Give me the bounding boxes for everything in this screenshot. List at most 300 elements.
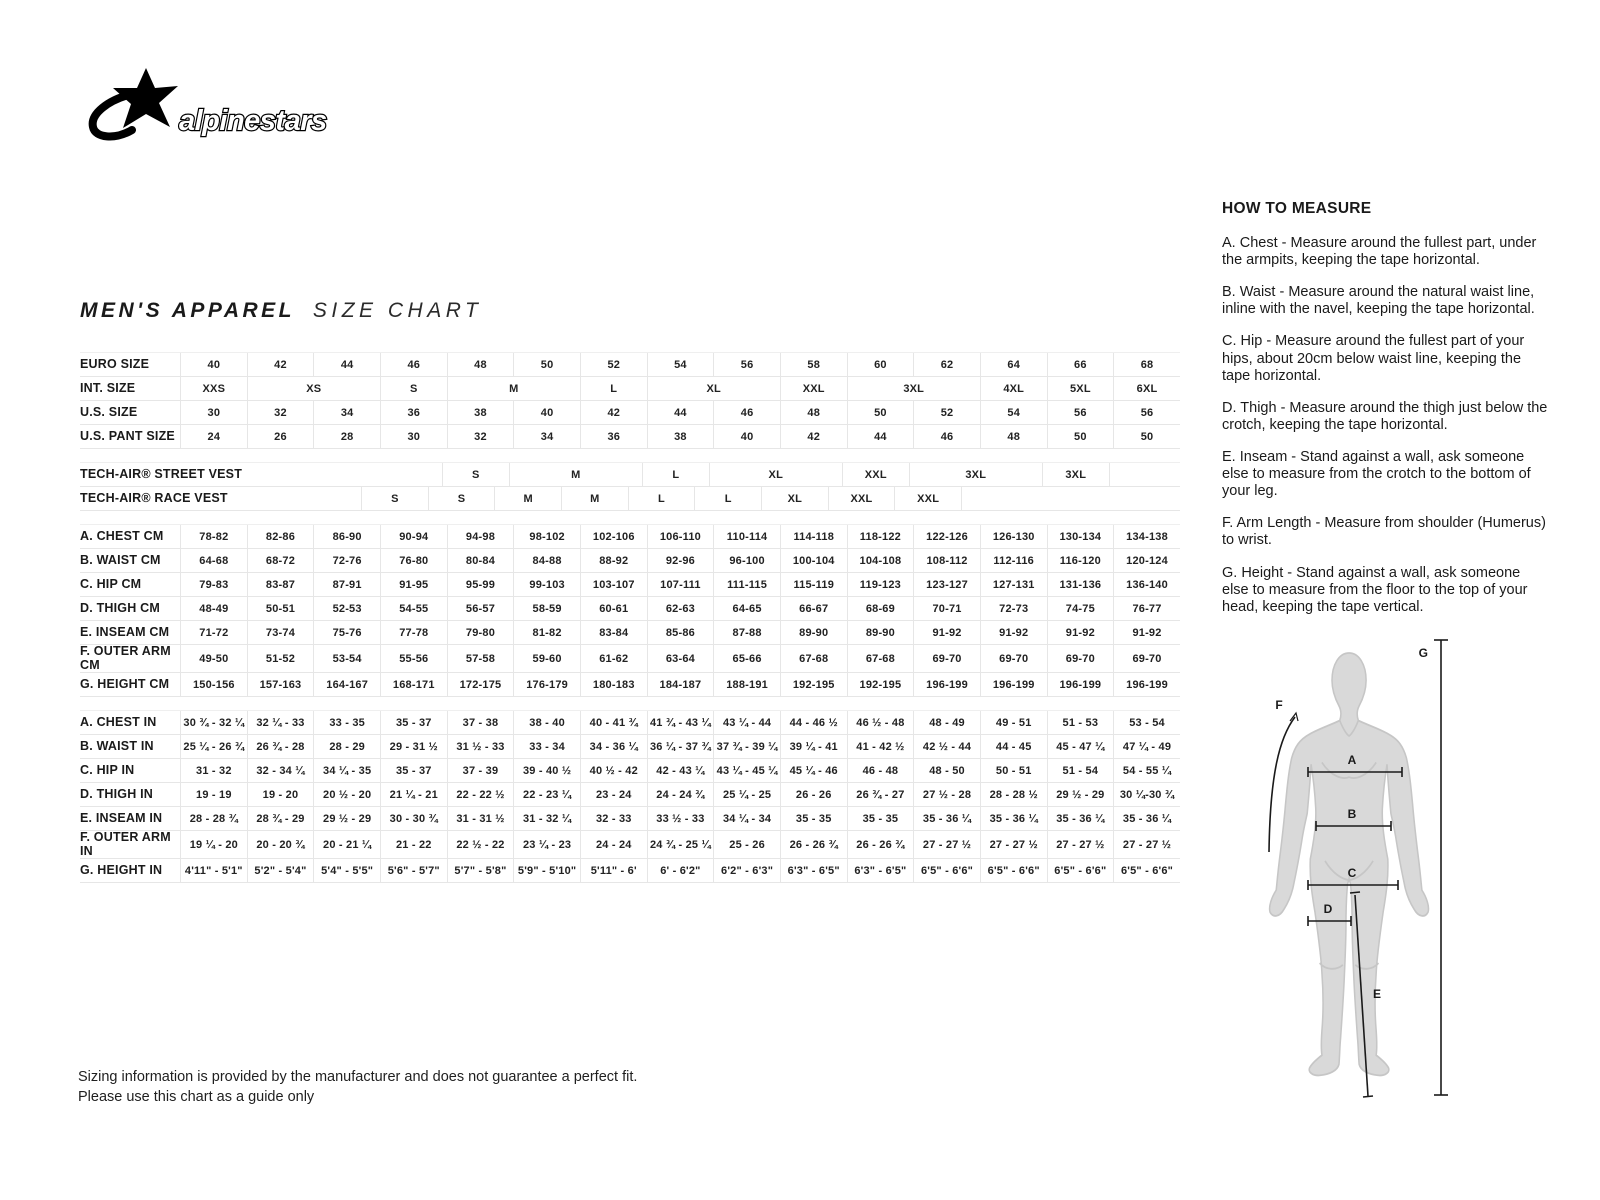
row-label: C. HIP IN (80, 762, 135, 777)
size-cell: L (580, 377, 647, 400)
size-cell: 38 (647, 425, 714, 448)
size-cell: 35 - 37 (380, 759, 447, 782)
size-cell: 131-136 (1047, 573, 1114, 596)
size-cell: 69-70 (913, 645, 980, 672)
size-cell: 196-199 (1047, 673, 1114, 696)
size-cell: 36 ¼ - 37 ¾ (647, 735, 714, 758)
size-cell: 23 ¼ - 23 (513, 831, 580, 858)
size-cell: 79-80 (447, 621, 514, 644)
size-cell: 32 (247, 401, 314, 424)
size-cell: 61-62 (580, 645, 647, 672)
size-cell: 58 (780, 353, 847, 376)
size-cell: 46 (713, 401, 780, 424)
body-measurement-figure (1238, 626, 1456, 1108)
size-cell: 21 - 22 (380, 831, 447, 858)
size-cell: 35 - 37 (380, 711, 447, 734)
size-cell: 46 - 48 (847, 759, 914, 782)
size-cell: 77-78 (380, 621, 447, 644)
size-cell: 21 ¼ - 21 (380, 783, 447, 806)
size-cell: 51 - 54 (1047, 759, 1114, 782)
size-cell: 196-199 (980, 673, 1047, 696)
size-cell: 66 (1047, 353, 1114, 376)
size-cell: L (694, 487, 761, 510)
size-cell: 27 - 27 ½ (913, 831, 980, 858)
size-cell: 34 ¼ - 35 (313, 759, 380, 782)
size-cell: 49 - 51 (980, 711, 1047, 734)
size-cell: XXS (180, 377, 247, 400)
measure-item: A. Chest - Measure around the fullest part, under the armpits, keeping the tape horizontal. (1222, 235, 1537, 269)
how-to-measure-panel (1222, 200, 1548, 631)
figure-label-d: D (1323, 902, 1333, 916)
size-cell (961, 487, 1228, 510)
size-cell: XXL (828, 487, 895, 510)
size-cell: 28 - 28 ½ (980, 783, 1047, 806)
size-cell: 44 (647, 401, 714, 424)
size-cell: 114-118 (780, 525, 847, 548)
size-cell: 104-108 (847, 549, 914, 572)
size-cell: 86-90 (313, 525, 380, 548)
size-cell: 60 (847, 353, 914, 376)
size-cell: 42 ½ - 44 (913, 735, 980, 758)
size-cell: 87-88 (713, 621, 780, 644)
size-cell: 6'5" - 6'6" (980, 859, 1047, 882)
table-row (80, 597, 1180, 621)
size-cell: 90-94 (380, 525, 447, 548)
size-cell: 50 (1113, 425, 1180, 448)
size-cell: 43 ¼ - 45 ¼ (713, 759, 780, 782)
size-cell: 48 (447, 353, 514, 376)
size-cell: 54 - 55 ¼ (1113, 759, 1180, 782)
row-label: E. INSEAM CM (80, 624, 170, 639)
size-cell: 42 (780, 425, 847, 448)
size-cell: 192-195 (847, 673, 914, 696)
size-cell: 91-92 (980, 621, 1047, 644)
size-cell: 83-84 (580, 621, 647, 644)
table-row (80, 573, 1180, 597)
size-cell (228, 487, 361, 510)
size-cell: 64-68 (180, 549, 247, 572)
size-cell: 24 (180, 425, 247, 448)
size-cell: 35 - 36 ¼ (913, 807, 980, 830)
size-cell: 32 - 33 (580, 807, 647, 830)
measure-item: D. Thigh - Measure around the thigh just below the crotch, keeping the tape horizontal. (1222, 399, 1548, 433)
row-label: D. THIGH IN (80, 786, 154, 801)
footer-line: Sizing information is provided by the manufacturer and does not guarantee a perfect fit. (78, 1069, 638, 1085)
size-cell: 5'11" - 6' (580, 859, 647, 882)
size-cell: XL (709, 463, 842, 486)
size-cell: 62 (913, 353, 980, 376)
size-cell: 103-107 (580, 573, 647, 596)
size-cell: 58-59 (513, 597, 580, 620)
size-cell: 123-127 (913, 573, 980, 596)
table-row (80, 549, 1180, 573)
table-row (80, 831, 1180, 859)
size-cell (242, 463, 442, 486)
size-cell: 6'3" - 6'5" (780, 859, 847, 882)
size-cell: 5'4" - 5'5" (313, 859, 380, 882)
size-cell: 168-171 (380, 673, 447, 696)
size-cell: 91-92 (1047, 621, 1114, 644)
size-cell: 45 ¼ - 46 (780, 759, 847, 782)
figure-label-b: B (1347, 807, 1357, 821)
table-row (80, 462, 1180, 487)
size-cell: 52 (913, 401, 980, 424)
size-cell: 180-183 (580, 673, 647, 696)
size-cell: 35 - 36 ¼ (1113, 807, 1180, 830)
size-cell: XL (761, 487, 828, 510)
size-cell: 26 ¾ - 27 (847, 783, 914, 806)
size-cell: L (628, 487, 695, 510)
measure-items (1222, 235, 1548, 616)
size-cell: 65-66 (713, 645, 780, 672)
page-title (80, 299, 482, 323)
size-cell: 88-92 (580, 549, 647, 572)
size-cell: 42 (580, 401, 647, 424)
table-row (80, 524, 1180, 549)
size-cell: 24 - 24 ¾ (647, 783, 714, 806)
size-cell: 3XL (847, 377, 980, 400)
size-cell: 196-199 (1113, 673, 1180, 696)
row-label: B. WAIST IN (80, 738, 154, 753)
size-cell: 5'7" - 5'8" (447, 859, 514, 882)
size-cell: 39 - 40 ½ (513, 759, 580, 782)
size-cell: 40 ½ - 42 (580, 759, 647, 782)
size-cell: 5'2" - 5'4" (247, 859, 314, 882)
size-cell: 69-70 (980, 645, 1047, 672)
size-cell: 20 - 20 ¾ (247, 831, 314, 858)
size-cell: 38 - 40 (513, 711, 580, 734)
table-row (80, 645, 1180, 673)
size-cell: 26 ¾ - 28 (247, 735, 314, 758)
size-cell: 66-67 (780, 597, 847, 620)
size-cell: 33 - 34 (513, 735, 580, 758)
size-cell: 22 - 23 ¼ (513, 783, 580, 806)
size-cell: 73-74 (247, 621, 314, 644)
size-cell: 118-122 (847, 525, 914, 548)
size-cell: 46 ½ - 48 (847, 711, 914, 734)
row-label: F. OUTER ARM CM (80, 644, 171, 672)
size-cell: 32 - 34 ¼ (247, 759, 314, 782)
size-cell: 28 - 28 ¾ (180, 807, 247, 830)
row-label: TECH-AIR® STREET VEST (80, 466, 243, 481)
size-cell: 35 - 36 ¼ (1047, 807, 1114, 830)
size-cell: 29 ½ - 29 (313, 807, 380, 830)
size-cell: 33 ½ - 33 (647, 807, 714, 830)
size-cell: 68 (1113, 353, 1180, 376)
row-label: E. INSEAM IN (80, 810, 163, 825)
size-cell: 27 - 27 ½ (980, 831, 1047, 858)
size-cell: 32 ¼ - 33 (247, 711, 314, 734)
size-cell: 25 ¼ - 26 ¾ (180, 735, 247, 758)
size-cell: 87-91 (313, 573, 380, 596)
alpinestars-logo (82, 64, 354, 160)
size-cell: 60-61 (580, 597, 647, 620)
size-cell: 56 (1047, 401, 1114, 424)
size-cell: 136-140 (1113, 573, 1180, 596)
size-cell: 37 - 39 (447, 759, 514, 782)
size-cell: 53-54 (313, 645, 380, 672)
how-to-measure-heading: HOW TO MEASURE (1222, 200, 1372, 217)
size-cell: 56-57 (447, 597, 514, 620)
size-cell: 26 (247, 425, 314, 448)
page-title-sub: SIZE CHART (312, 299, 483, 322)
size-cell: 74-75 (1047, 597, 1114, 620)
row-label: A. CHEST IN (80, 714, 157, 729)
size-cell: 64 (980, 353, 1047, 376)
size-cell: 96-100 (713, 549, 780, 572)
size-cell: 47 ¼ - 49 (1113, 735, 1180, 758)
row-label: B. WAIST CM (80, 552, 161, 567)
footer-line: Please use this chart as a guide only (78, 1089, 315, 1106)
size-cell: 22 - 22 ½ (447, 783, 514, 806)
size-cell: 4XL (980, 377, 1047, 400)
size-cell: 150-156 (180, 673, 247, 696)
table-row (80, 401, 1180, 425)
size-cell: 35 - 35 (847, 807, 914, 830)
row-label: F. OUTER ARM IN (80, 830, 171, 858)
size-cell: 81-82 (513, 621, 580, 644)
size-cell: 116-120 (1047, 549, 1114, 572)
size-cell: 91-92 (913, 621, 980, 644)
size-cell: 52 (580, 353, 647, 376)
table-row (80, 783, 1180, 807)
size-cell: 41 ¾ - 43 ¼ (647, 711, 714, 734)
row-label: U.S. SIZE (80, 404, 138, 419)
row-label: U.S. PANT SIZE (80, 428, 175, 443)
table-row (80, 487, 1180, 511)
size-cell: 20 - 21 ¼ (313, 831, 380, 858)
size-cell: 94-98 (447, 525, 514, 548)
size-cell: 76-80 (380, 549, 447, 572)
size-cell: 110-114 (713, 525, 780, 548)
size-cell: 3XL (909, 463, 1042, 486)
size-cell: S (380, 377, 447, 400)
table-row (80, 352, 1180, 377)
size-cell: 80-84 (447, 549, 514, 572)
table-row (80, 621, 1180, 645)
size-cell: 19 - 19 (180, 783, 247, 806)
size-cell: 27 - 27 ½ (1047, 831, 1114, 858)
size-cell: 44 (313, 353, 380, 376)
size-cell: 46 (380, 353, 447, 376)
size-cell: 50 - 51 (980, 759, 1047, 782)
size-cell: 28 - 29 (313, 735, 380, 758)
size-cell: 126-130 (980, 525, 1047, 548)
size-cell: 76-77 (1113, 597, 1180, 620)
figure-label-e: E (1372, 987, 1382, 1001)
size-cell: 35 - 36 ¼ (980, 807, 1047, 830)
size-cell: 29 ½ - 29 (1047, 783, 1114, 806)
size-cell: 45 - 47 ¼ (1047, 735, 1114, 758)
size-cell: 5'9" - 5'10" (513, 859, 580, 882)
size-cell: 57-58 (447, 645, 514, 672)
size-cell: 35 - 35 (780, 807, 847, 830)
size-cell: 164-167 (313, 673, 380, 696)
size-cell: 67-68 (780, 645, 847, 672)
size-cell: 31 - 32 (180, 759, 247, 782)
size-cell: 6'5" - 6'6" (913, 859, 980, 882)
size-cell: 48-49 (180, 597, 247, 620)
size-cell: 31 ½ - 33 (447, 735, 514, 758)
size-table (80, 352, 1180, 883)
size-cell: 19 ¼ - 20 (180, 831, 247, 858)
size-cell: 25 ¼ - 25 (713, 783, 780, 806)
size-cell: 44 (847, 425, 914, 448)
size-cell: 6XL (1113, 377, 1180, 400)
size-cell: 92-96 (647, 549, 714, 572)
size-cell: 32 (447, 425, 514, 448)
size-cell: 95-99 (447, 573, 514, 596)
size-cell: 5XL (1047, 377, 1114, 400)
size-cell: 28 ¾ - 29 (247, 807, 314, 830)
size-cell: 98-102 (513, 525, 580, 548)
size-cell: 27 - 27 ½ (1113, 831, 1180, 858)
table-row (80, 710, 1180, 735)
row-label: EURO SIZE (80, 356, 150, 371)
size-cell: 84-88 (513, 549, 580, 572)
size-cell: 30 ¼-30 ¾ (1113, 783, 1180, 806)
size-cell: 50 (847, 401, 914, 424)
size-cell: 50 (1047, 425, 1114, 448)
size-cell: 130-134 (1047, 525, 1114, 548)
size-cell: M (447, 377, 580, 400)
size-cell: 6'2" - 6'3" (713, 859, 780, 882)
size-cell: 54 (980, 401, 1047, 424)
size-cell: 51 - 53 (1047, 711, 1114, 734)
size-cell: 89-90 (780, 621, 847, 644)
size-cell: 78-82 (180, 525, 247, 548)
size-cell: 62-63 (647, 597, 714, 620)
size-cell: 34 ¼ - 34 (713, 807, 780, 830)
size-cell: 26 - 26 ¾ (780, 831, 847, 858)
size-cell: 24 ¾ - 25 ¼ (647, 831, 714, 858)
size-cell: 83-87 (247, 573, 314, 596)
size-cell: 31 - 32 ¼ (513, 807, 580, 830)
size-cell: 56 (1113, 401, 1180, 424)
size-cell: 100-104 (780, 549, 847, 572)
size-cell: 4'11" - 5'1" (180, 859, 247, 882)
size-cell: 30 (180, 401, 247, 424)
size-cell: 40 - 41 ¾ (580, 711, 647, 734)
size-cell: 75-76 (313, 621, 380, 644)
size-cell: 85-86 (647, 621, 714, 644)
table-row (80, 377, 1180, 401)
size-cell: 51-52 (247, 645, 314, 672)
size-cell: 119-123 (847, 573, 914, 596)
size-cell: 39 ¼ - 41 (780, 735, 847, 758)
size-cell: 41 - 42 ½ (847, 735, 914, 758)
size-cell: 50-51 (247, 597, 314, 620)
size-cell: 19 - 20 (247, 783, 314, 806)
size-cell: 82-86 (247, 525, 314, 548)
size-cell: 26 - 26 ¾ (847, 831, 914, 858)
size-cell: 99-103 (513, 573, 580, 596)
size-cell: 28 (313, 425, 380, 448)
size-cell: 54-55 (380, 597, 447, 620)
size-cell: 63-64 (647, 645, 714, 672)
size-cell: 30 - 30 ¾ (380, 807, 447, 830)
size-cell: 6'5" - 6'6" (1113, 859, 1180, 882)
measure-item: B. Waist - Measure around the natural waist line, inline with the navel, keeping the tape horizontal. (1222, 284, 1535, 318)
row-label: D. THIGH CM (80, 600, 160, 615)
size-cell: 6'3" - 6'5" (847, 859, 914, 882)
measure-item: E. Inseam - Stand against a wall, ask someone else to measure from the crotch to the bottom of your leg. (1222, 448, 1531, 500)
size-cell: 30 (380, 425, 447, 448)
size-cell: 34 - 36 ¼ (580, 735, 647, 758)
size-cell: 43 ¼ - 44 (713, 711, 780, 734)
size-cell: 54 (647, 353, 714, 376)
size-cell: 25 - 26 (713, 831, 780, 858)
size-cell: 134-138 (1113, 525, 1180, 548)
alpinestars-star-icon (93, 68, 178, 136)
size-cell: 120-124 (1113, 549, 1180, 572)
size-cell: 5'6" - 5'7" (380, 859, 447, 882)
table-row (80, 807, 1180, 831)
size-cell: 184-187 (647, 673, 714, 696)
size-cell: 27 ½ - 28 (913, 783, 980, 806)
measure-item: C. Hip - Measure around the fullest part of your hips, about 20cm below waist line, keeping the tape horizontal. (1222, 333, 1525, 384)
size-cell: 127-131 (980, 573, 1047, 596)
size-cell: XXL (780, 377, 847, 400)
size-cell: 40 (713, 425, 780, 448)
size-cell: XL (647, 377, 780, 400)
size-cell: 102-106 (580, 525, 647, 548)
size-cell: 50 (513, 353, 580, 376)
size-cell: 72-73 (980, 597, 1047, 620)
size-cell: 172-175 (447, 673, 514, 696)
size-cell: 59-60 (513, 645, 580, 672)
size-cell: 20 ½ - 20 (313, 783, 380, 806)
size-cell: 192-195 (780, 673, 847, 696)
size-cell: 196-199 (913, 673, 980, 696)
size-cell: 107-111 (647, 573, 714, 596)
size-cell: 33 - 35 (313, 711, 380, 734)
size-cell: 122-126 (913, 525, 980, 548)
size-cell: S (428, 487, 495, 510)
size-cell: 69-70 (1047, 645, 1114, 672)
figure-label-f: F (1275, 698, 1283, 712)
size-cell: XS (247, 377, 380, 400)
size-cell: L (642, 463, 709, 486)
size-cell: 91-92 (1113, 621, 1180, 644)
size-cell: 40 (513, 401, 580, 424)
row-label: G. HEIGHT IN (80, 862, 163, 877)
size-cell: 49-50 (180, 645, 247, 672)
table-row (80, 673, 1180, 697)
size-cell: M (509, 463, 642, 486)
row-label: G. HEIGHT CM (80, 676, 170, 691)
size-cell: 22 ½ - 22 (447, 831, 514, 858)
table-row (80, 859, 1180, 883)
size-cell: 34 (313, 401, 380, 424)
figure-label-a: A (1347, 753, 1357, 767)
size-cell: 52-53 (313, 597, 380, 620)
table-row (80, 425, 1180, 449)
size-cell: 68-72 (247, 549, 314, 572)
size-cell: 38 (447, 401, 514, 424)
size-cell: 48 (980, 425, 1047, 448)
size-cell: 3XL (1042, 463, 1109, 486)
size-cell: 89-90 (847, 621, 914, 644)
size-cell: 112-116 (980, 549, 1047, 572)
table-row (80, 735, 1180, 759)
size-cell: 64-65 (713, 597, 780, 620)
size-cell: 34 (513, 425, 580, 448)
size-cell: 6'5" - 6'6" (1047, 859, 1114, 882)
size-cell: 91-95 (380, 573, 447, 596)
size-cell: 42 - 43 ¼ (647, 759, 714, 782)
logo-wordmark: alpinestars (179, 105, 327, 137)
